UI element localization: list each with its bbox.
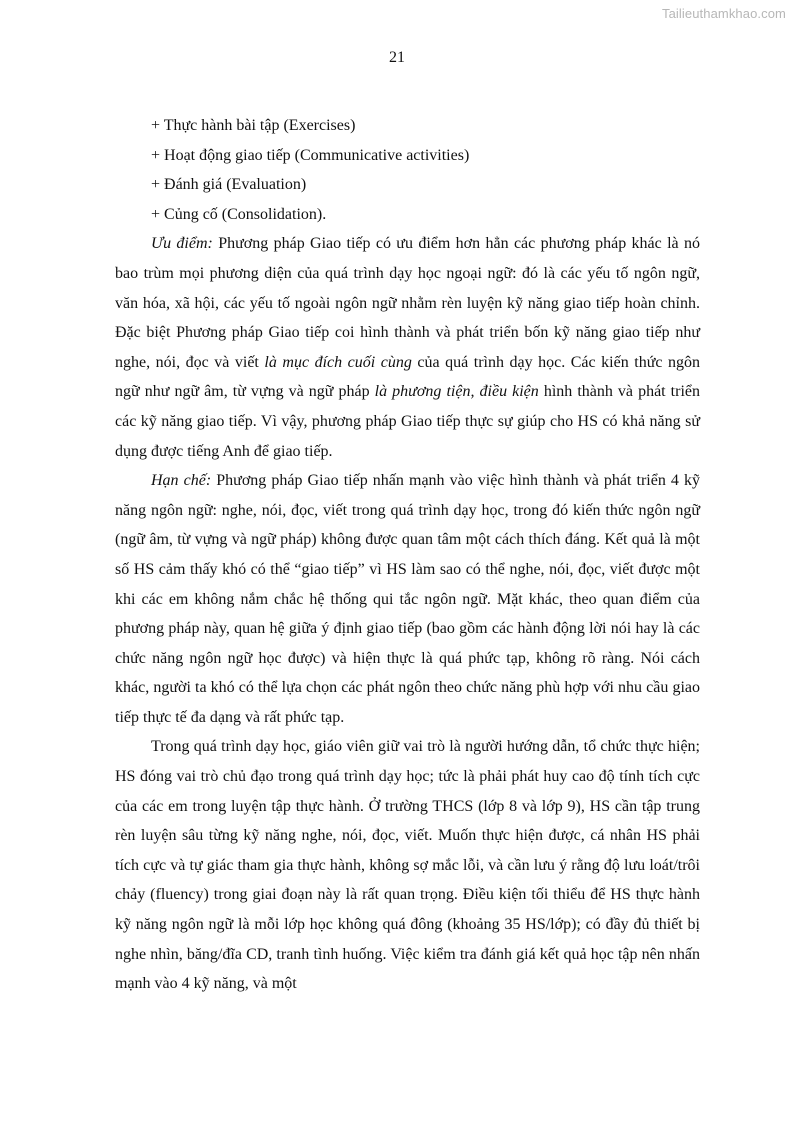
- teaching-paragraph: Trong quá trình dạy học, giáo viên giữ vai trò là người hướng dẫn, tổ chức thực hiện; HS đóng vai trò chủ đạo trong quá trình dạy học; tức là phải phát huy cao độ tính tích cực của các em trong luyện tập thực hành. Ở trường THCS (lớp 8 và lớp 9), HS cần tập trung rèn luyện sâu từng kỹ năng nghe, nói, đọc, viết. Muốn thực hiện được, cá nhân HS phải tích cực và tự giác tham gia thực hành, không sợ mắc lỗi, và cần lưu ý rằng độ lưu loát/trôi chảy (fluency) trong giai đoạn này là rất quan trọng. Điều kiện tối thiểu để HS thực hành kỹ năng ngôn ngữ là mỗi lớp học không quá đông (khoảng 35 HS/lớp); có đầy đủ thiết bị nghe nhìn, băng/đĩa CD, tranh tình huống. Việc kiểm tra đánh giá kết quả học tập nên nhấn mạnh vào 4 kỹ năng, và một: [115, 738, 700, 993]
- step-communicative-activities: + Hoạt động giao tiếp (Communicative activities): [151, 146, 470, 164]
- limitations-label: Hạn chế:: [151, 472, 212, 490]
- step-consolidation: + Củng cố (Consolidation).: [151, 205, 327, 223]
- document-body: [115, 111, 700, 999]
- advantages-emphasis-1: là mục đích cuối cùng: [264, 353, 412, 371]
- watermark: Tailieuthamkhao.com: [661, 6, 786, 21]
- page-number: 21: [389, 49, 405, 66]
- step-evaluation: + Đánh giá (Evaluation): [151, 176, 307, 194]
- limitations-text: Phương pháp Giao tiếp nhấn mạnh vào việc hình thành và phát triển 4 kỹ năng ngôn ngữ: nghe, nói, đọc, viết trong quá trình dạy học, trong đó kiến thức ngôn ngữ (ngữ âm, từ vựng và ngữ pháp) không được quan tâm một cách thích đáng. Kết quả là một số HS cảm thấy khó có thể “giao tiếp” vì HS làm sao có thể nghe, nói, đọc, viết được một khi các em không nắm chắc hệ thống qui tắc ngôn ngữ. Mặt khác, theo quan điểm của phương pháp này, quan hệ giữa ý định giao tiếp (bao gồm các hành động lời nói hay là các chức năng ngôn ngữ học được) và hiện thực là quá phức tạp, không rõ ràng. Nói cách khác, người ta khó có thể lựa chọn các phát ngôn theo chức năng phù hợp với nhu cầu giao tiếp thực tế đa dạng và rất phức tạp.: [115, 472, 700, 726]
- advantages-text-3: hình thành và phát triển các kỹ năng giao tiếp. Vì vậy, phương pháp Giao tiếp thực sự giúp cho HS có khả năng sử dụng được tiếng Anh để giao tiếp.: [115, 383, 700, 460]
- limitations-paragraph: [115, 466, 700, 732]
- advantages-label: Ưu điểm:: [151, 235, 213, 253]
- advantages-emphasis-2: là phương tiện, điều kiện: [374, 383, 539, 401]
- advantages-paragraph: [115, 229, 700, 466]
- advantages-text-2: của quá trình dạy học. Các kiến thức ngôn ngữ như ngữ âm, từ vựng và ngữ pháp: [115, 353, 701, 401]
- step-exercises: + Thực hành bài tập (Exercises): [151, 117, 356, 134]
- advantages-text-1: Phương pháp Giao tiếp có ưu điểm hơn hẳn các phương pháp khác là nó bao trùm mọi phương diện của quá trình dạy học ngoại ngữ: đó là các yếu tố ngôn ngữ, văn hóa, xã hội, các yếu tố ngoài ngôn ngữ nhằm rèn luyện kỹ năng giao tiếp hoàn chỉnh. Đặc biệt Phương pháp Giao tiếp coi hình thành và phát triển bốn kỹ năng giao tiếp như nghe, nói, đọc và viết: [115, 235, 701, 371]
